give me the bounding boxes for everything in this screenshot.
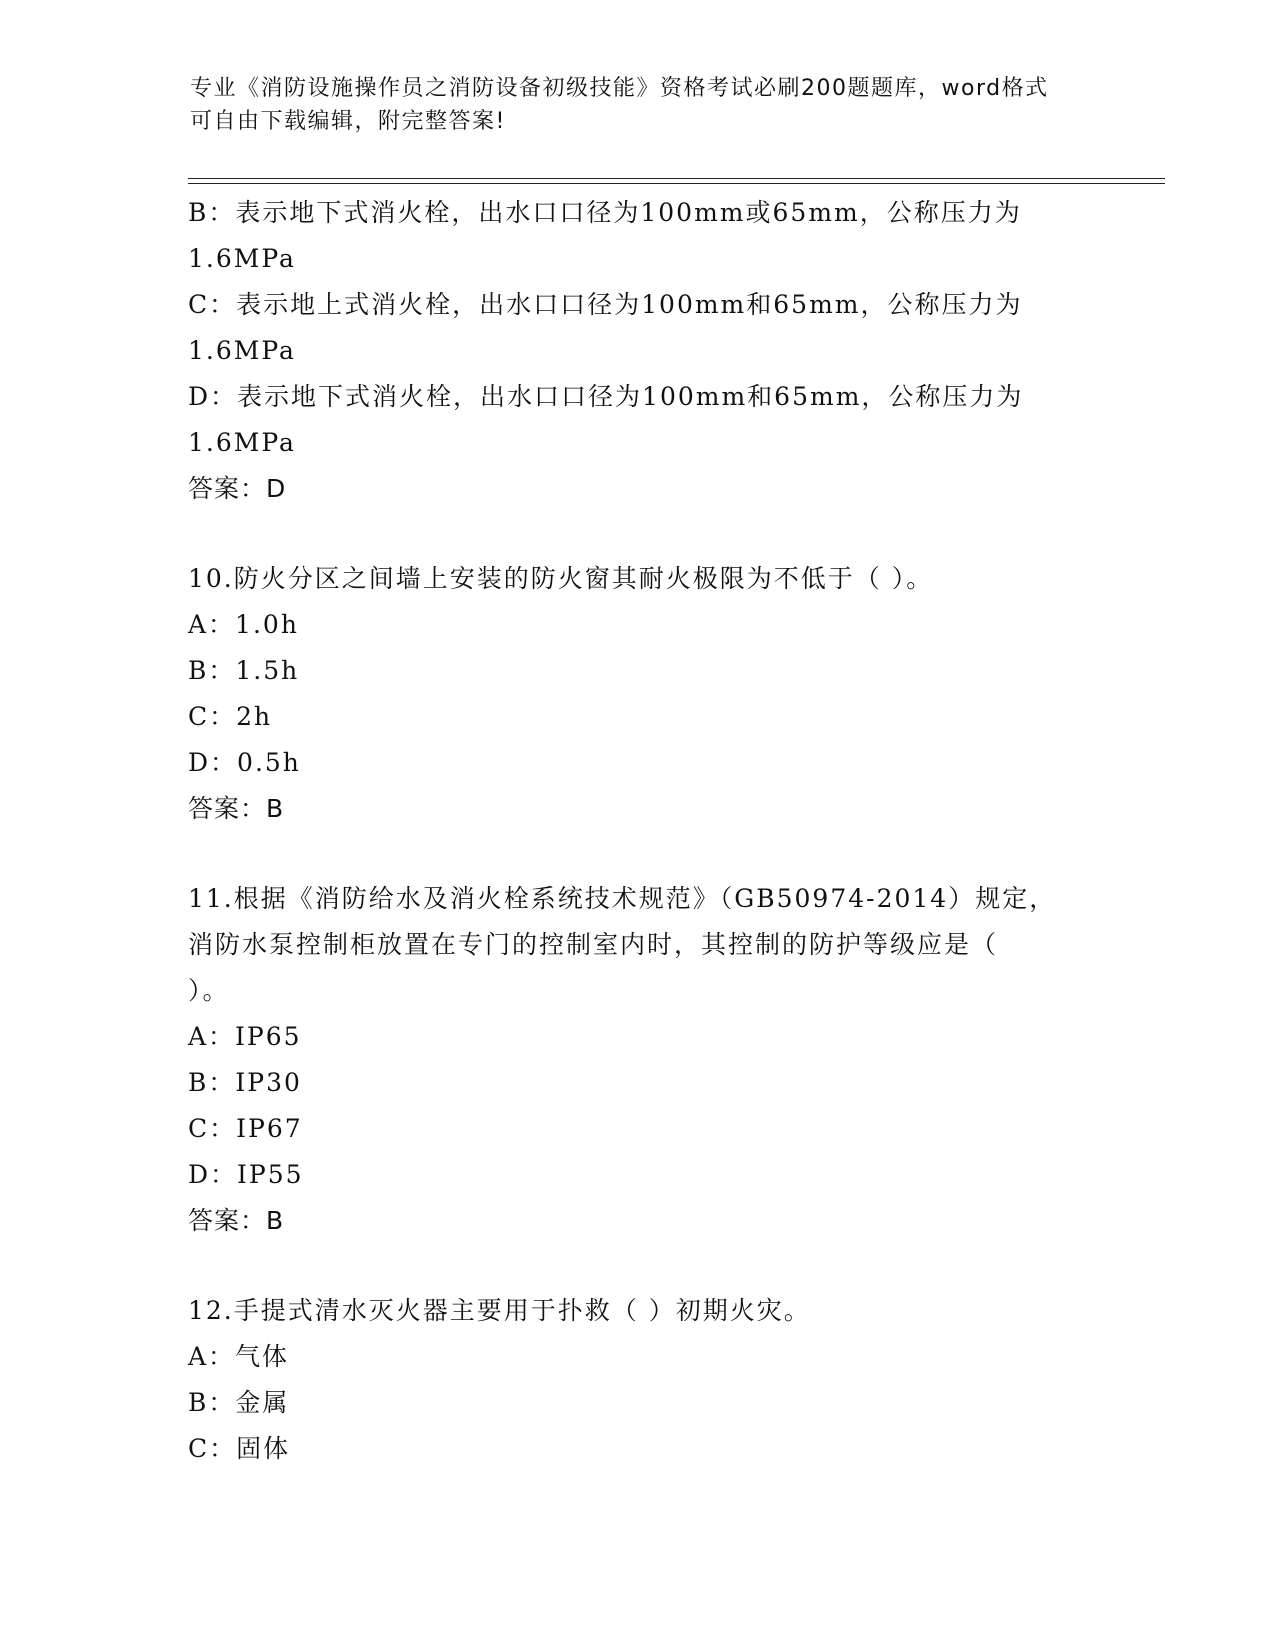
- header-intro: 专业《消防设施操作员之消防设备初级技能》资格考试必刷200题题库，word格式可自由下载编辑，附完整答案!: [190, 76, 1049, 134]
- question-9-continuation: [188, 190, 1088, 512]
- option-line: 1.6MPa: [188, 336, 296, 365]
- option-a: A：气体: [188, 1342, 290, 1371]
- question-stem: 11.根据《消防给水及消火栓系统技术规范》（GB50974-2014）规定，: [188, 884, 1057, 913]
- option-line: 1.6MPa: [188, 244, 296, 273]
- option-a: A：1.0h: [188, 610, 299, 639]
- question-stem: ）。: [188, 976, 230, 1005]
- option-d: D：0.5h: [188, 748, 301, 777]
- header-divider-bottom: [188, 183, 1165, 184]
- option-c: C：2h: [188, 702, 273, 731]
- option-a: A：IP65: [188, 1022, 302, 1051]
- option-c: C：IP67: [188, 1114, 303, 1143]
- option-line: 1.6MPa: [188, 428, 296, 457]
- option-line: C：表示地上式消火栓，出水口口径为100mm和65mm，公称压力为: [188, 290, 1023, 319]
- question-12: [188, 1288, 1088, 1472]
- option-c: C：固体: [188, 1434, 291, 1463]
- option-b: B：金属: [188, 1388, 290, 1417]
- answer-line: 答案：B: [188, 794, 285, 823]
- option-b: B：1.5h: [188, 656, 300, 685]
- option-b: B：IP30: [188, 1068, 302, 1097]
- question-stem: 消防水泵控制柜放置在专门的控制室内时，其控制的防护等级应是（: [188, 930, 999, 959]
- question-content: [188, 190, 1088, 1472]
- question-stem: 12.手提式清水灭火器主要用于扑救（ ）初期火灾。: [188, 1296, 811, 1325]
- option-d: D：IP55: [188, 1160, 304, 1189]
- option-line: D：表示地下式消火栓，出水口口径为100mm和65mm，公称压力为: [188, 382, 1024, 411]
- document-header: [190, 72, 1070, 138]
- question-11: [188, 876, 1088, 1244]
- option-line: B：表示地下式消火栓，出水口口径为100mm或65mm，公称压力为: [188, 198, 1022, 227]
- answer-line: 答案：D: [188, 474, 287, 503]
- question-stem: 10.防火分区之间墙上安装的防火窗其耐火极限为不低于（ ）。: [188, 564, 934, 593]
- header-divider-top: [188, 178, 1165, 179]
- answer-line: 答案：B: [188, 1206, 285, 1235]
- question-10: [188, 556, 1088, 832]
